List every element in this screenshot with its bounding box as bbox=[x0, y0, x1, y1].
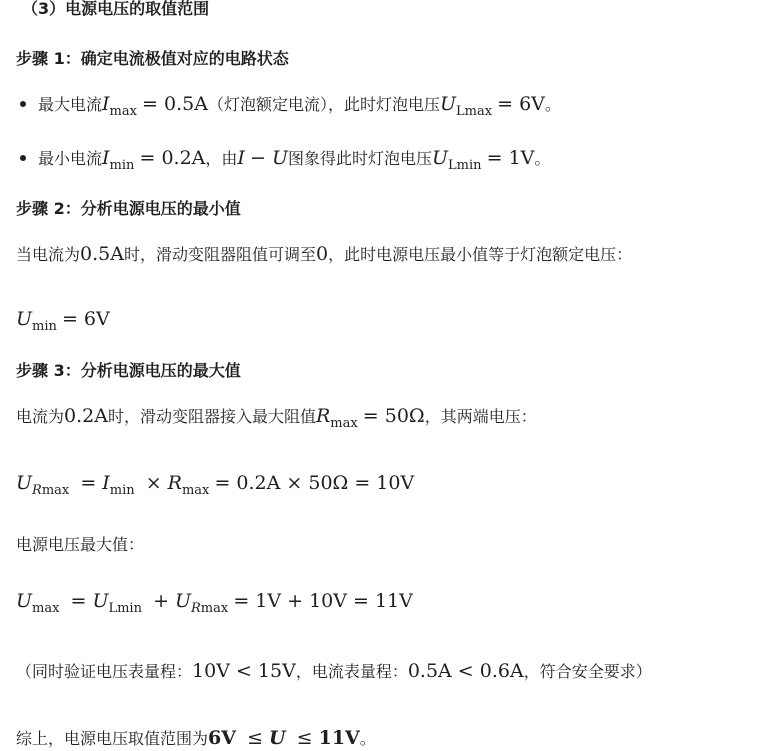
sym-u: U bbox=[16, 308, 33, 330]
b2-mid: ，由 bbox=[205, 149, 238, 168]
step2-text bbox=[16, 243, 632, 266]
check-eq1: 10V < 15V bbox=[192, 660, 296, 682]
sym-u-bold: U bbox=[269, 727, 286, 749]
step2-equation bbox=[16, 308, 110, 333]
b1-end: 。 bbox=[544, 95, 561, 114]
sub-lmin: Lmin bbox=[108, 601, 142, 616]
sym-times: × bbox=[145, 472, 162, 494]
conclusion bbox=[16, 727, 376, 750]
sym-i: I bbox=[102, 147, 110, 169]
sub-max: max bbox=[330, 416, 358, 431]
step3-heading: 步骤 3：分析电源电压的最大值 bbox=[16, 361, 241, 380]
check-eq2: 0.5A < 0.6A bbox=[407, 660, 524, 682]
sym-u: U bbox=[16, 590, 33, 612]
step3-text-eq: = 50Ω bbox=[362, 405, 425, 427]
sym-u: U bbox=[271, 147, 288, 169]
sym-u: U bbox=[432, 147, 449, 169]
b1-prefix: 最大电流 bbox=[38, 95, 103, 114]
sym-r: R bbox=[167, 472, 182, 494]
b1-eq2: = 6V bbox=[497, 93, 545, 115]
step3-text-b: 时，滑动变阻器接入最大阻值 bbox=[107, 407, 316, 426]
conclusion-end: 。 bbox=[359, 729, 376, 748]
sym-r: R bbox=[315, 405, 331, 427]
b2-end: 。 bbox=[534, 149, 551, 168]
step2-eq: = 6V bbox=[61, 308, 110, 330]
step2-text-val: 0.5A bbox=[80, 243, 124, 265]
b2-prefix: 最小电流 bbox=[38, 149, 103, 168]
b1-eq1: = 0.5A bbox=[142, 93, 208, 115]
check-a: （同时验证电压表量程： bbox=[16, 662, 193, 681]
sub-min: min bbox=[109, 158, 135, 173]
step2-text-b: 时，滑动变阻器阻值可调至 bbox=[123, 245, 316, 264]
bound-high: 11V bbox=[318, 727, 360, 749]
b2-eq2: = 1V bbox=[486, 147, 535, 169]
check-c: ，符合安全要求） bbox=[523, 662, 652, 681]
sym-u: U bbox=[174, 590, 191, 612]
sym-eq: = bbox=[80, 472, 97, 494]
sub-r: R bbox=[191, 601, 201, 616]
sub-lmax: Lmax bbox=[455, 104, 493, 119]
sym-i: I bbox=[237, 147, 245, 169]
step3-text-c: ，其两端电压： bbox=[424, 407, 537, 426]
sub-max: max bbox=[32, 601, 60, 616]
sym-i: I bbox=[102, 472, 110, 494]
b2-eq1: = 0.2A bbox=[139, 147, 206, 169]
sym-i: I bbox=[102, 93, 110, 115]
step2-text-zero: 0 bbox=[315, 243, 329, 265]
section-title: （3）电源电压的取值范围 bbox=[22, 0, 210, 18]
sym-u: U bbox=[439, 93, 456, 115]
sym-u: U bbox=[92, 590, 109, 612]
sym-leq: ≤ bbox=[296, 727, 313, 749]
sub-min: min bbox=[32, 319, 57, 334]
bound-low: 6V bbox=[208, 727, 236, 749]
step3-text-max: 电源电压最大值： bbox=[16, 535, 145, 554]
sub-max: max bbox=[109, 104, 137, 119]
sym-minus: − bbox=[250, 147, 272, 169]
step2-heading: 步骤 2：分析电源电压的最小值 bbox=[16, 199, 241, 218]
step3-eq2-rhs: = 1V + 10V = 11V bbox=[233, 590, 413, 612]
step2-text-c: ，此时电源电压最小值等于灯泡额定电压： bbox=[328, 245, 633, 264]
sub-max: max bbox=[41, 483, 70, 498]
bullet-icon bbox=[20, 155, 26, 161]
step3-text-val: 0.2A bbox=[64, 405, 108, 427]
sub-lmin: Lmin bbox=[448, 158, 482, 173]
step1-heading: 步骤 1：确定电流极值对应的电路状态 bbox=[16, 49, 289, 68]
step3-equation-umax bbox=[16, 590, 413, 615]
check-b: ，电流表量程： bbox=[295, 662, 408, 681]
step3-text bbox=[16, 405, 537, 430]
sym-eq: = bbox=[70, 590, 87, 612]
sym-plus: + bbox=[153, 590, 169, 612]
sub-max: max bbox=[181, 483, 210, 498]
sub-max: max bbox=[200, 601, 229, 616]
conclusion-text-a: 综上，电源电压取值范围为 bbox=[16, 729, 209, 748]
step1-bullet-min bbox=[16, 147, 550, 172]
step3-text-a: 电流为 bbox=[16, 407, 65, 426]
step3-check bbox=[16, 660, 652, 683]
b1-note: （灯泡额定电流），此时灯泡电压 bbox=[207, 95, 440, 114]
bullet-icon bbox=[20, 101, 26, 107]
step3-equation-ur bbox=[16, 472, 414, 497]
step3-eq-rhs: = 0.2A × 50Ω = 10V bbox=[214, 472, 415, 494]
step2-text-a: 当电流为 bbox=[16, 245, 81, 264]
sym-leq: ≤ bbox=[247, 727, 263, 749]
sym-u: U bbox=[16, 472, 33, 494]
step1-bullet-max bbox=[16, 93, 561, 118]
b2-graph: 图象得此时灯泡电压 bbox=[288, 149, 433, 168]
sub-min: min bbox=[109, 483, 135, 498]
sub-r: R bbox=[32, 483, 42, 498]
